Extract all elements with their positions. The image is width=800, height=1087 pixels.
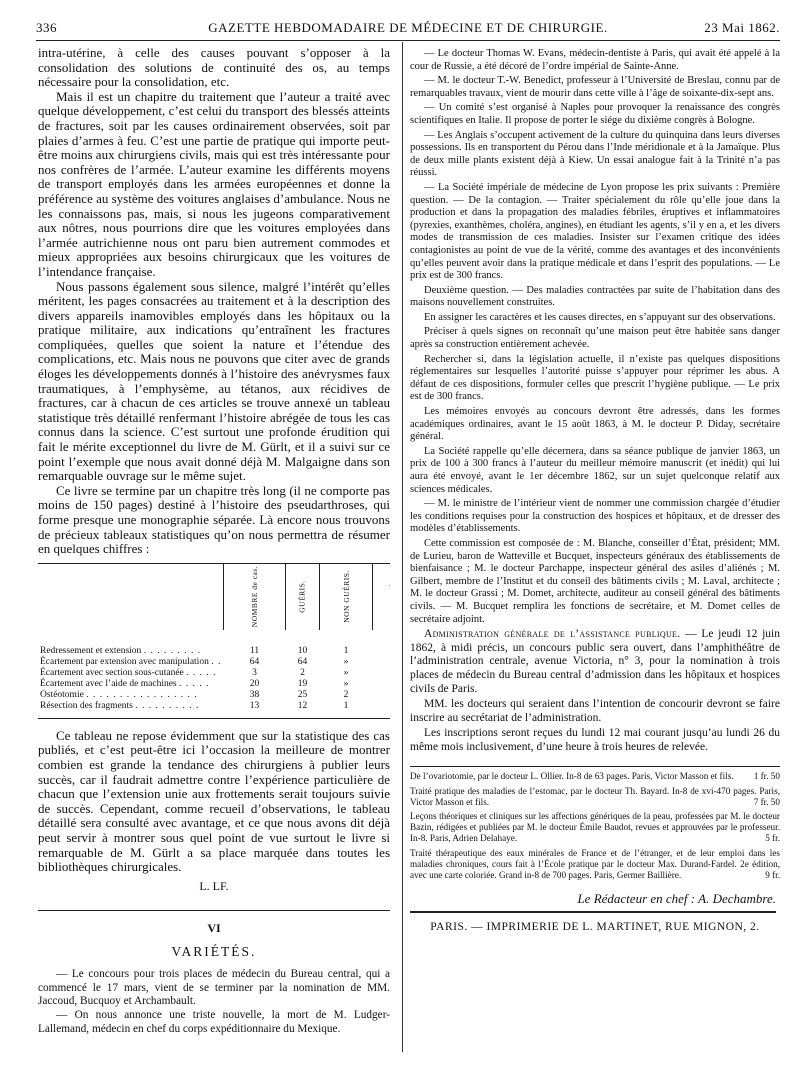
bibliography-entry: De l’ovariotomie, par le docteur L. Ollier. In-8 de 63 pages. Paris, Victor Masson et fils. 1 fr. 50 — [410, 771, 780, 782]
paragraph: Ce tableau ne repose évidemment que sur la statistique des cas publiés, et c’est peut-être ici l’occasion la meilleure de montrer combien est grande la tendance des chirurgiens à publier leurs succès, car il faudrait admettre contre l’expérience particulière de chacun que l’extension unie aux frottements serait toujours suivie de succès. Cependant, comme recueil d’observations, le tableau détaillé sera consulté avec avantage, et ce que nous avons dit déjà peut servir à montrer sous quel point de vue surtout le livre si remarquable de M. Gürlt a sa place marquée dans toutes les bibliothèques chirurgicales. — [38, 727, 390, 875]
paragraph: Nous passons également sous silence, malgré l’intérêt qu’elles méritent, les pages consacrées au traitement et à la description des divers appareils inamovibles employés dans les hôpitaux ou la pratique militaire, aux indications qu’entraînent les fractures compliquées, quelles que soient la nature et l’étendue des complications, etc. Mais nous ne pouvons que citer avec de grands éloges les développements donnés à l’histoire des anévrysmes faux traumatiques, à l’emphysème, au tétanos, aux récidives de fractures, car à chacun de ces articles se trouve annexé un tableau statistique très détaillé renfermant l’histoire abrégée de tous les cas connus dans la science. C’est surtout une profonde érudition qui fait le mérite exceptionnel du livre de M. Gürlt, et il a suivi sur ce point l’exemple que nous avait donné déjà M. Malgaigne dans son remarquable ouvrage sur le même sujet. — [38, 278, 390, 484]
admin-notice: MM. les docteurs qui seraient dans l’intention de concourir devront se faire inscrire au secrétariat de l’administration. — [410, 698, 780, 724]
news-item: — On nous annonce une triste nouvelle, la mort de M. Ludger-Lallemand, médecin en chef du corps expéditionnaire du Mexique. — [38, 1009, 390, 1035]
column-header — [373, 564, 390, 630]
journal-title: GAZETTE HEBDOMADAIRE DE MÉDECINE ET DE CHIRURGIE. — [208, 20, 608, 35]
news-item: Cette commission est composée de : M. Blanche, conseiller d’État, président; MM. de Lurieu, baron de Watteville et Bucquet, inspecteurs généraux des établissements de bienfaisance ; M. le docteur Parchappe, inspecteur général des asiles d’aliénés ; M. Gilbert, membre de l’Institut et du conseil des bâtiments civils ; M. Laval, architecte ; M. le docteur Grassi ; M. Domet, architecte, auditeur au conseil général des bâtiments civils. — M. Bucquet remplira les fonctions de secrétaire, et M. Domet celles de secrétaire adjoint. — [410, 537, 780, 625]
column-header: GUÉRIS. — [286, 564, 319, 630]
admin-heading: Administration générale de l’assistance publique. — [424, 628, 681, 641]
right-column — [410, 48, 780, 945]
news-item: En assigner les caractères et les causes directes, en s’appuyant sur des observations. — [424, 311, 776, 323]
section-title: VARIÉTÉS. — [171, 943, 257, 959]
news-item: — La Société impériale de médecine de Lyon propose les prix suivants : Première question. — De la contagion. — Traiter spécialement du rôle qu’elle joue dans la production et dans la propagation des maladies fébriles, éruptives et inflammatoires (pyrexies, exanthèmes, choléra, angines), en étudiant les agents, s’il y en a, et les divers modes de transmission de ces maladies. Insister sur l’examen critique des idées contagionistes au point de vue de la vérité, comme des avantages et des inconvénients qu’elles peuvent avoir dans la pratique médicale et dans l’esprit des populations. — Le prix est de 300 francs. — [410, 181, 780, 282]
news-item: Les mémoires envoyés au concours devront être adressés, dans les formes académiques ordinaires, avant le 15 août 1863, à M. le docteur P. Diday, secrétaire général. — [410, 406, 780, 443]
table-row: Écartement avec l’aide de machines . . . . . 20 19 » — [40, 678, 349, 689]
bibliography-entry: Traité thérapeutique des eaux minérales de France et de l’étranger, et de leur emploi dans les maladies chroniques, cours fait à l’École pratique par le docteur Max. Durand-Fardel. 2e édition, avec une carte coloriée. Grand in-8 de 700 pages. Paris, Germer Baillière. 9 fr. — [410, 847, 780, 881]
section-rule — [38, 910, 390, 911]
table-corner — [38, 564, 223, 630]
editor-line: Le Rédacteur en chef : A. Dechambre. — [410, 891, 776, 913]
column-header: NON GUÉRIS. — [319, 564, 373, 630]
bibliography-entry: Traité pratique des maladies de l’estomac, par le docteur Th. Bayard. In-8 de xvi-470 pages. Paris, Victor Masson et fils. 7 fr. 50 — [410, 785, 780, 807]
news-item: — M. le ministre de l’intérieur vient de nommer une commission chargée d’étudier les conditions requises pour la construction des hospices et hôpitaux, et de dresser des modèles d’établissements. — [410, 498, 780, 535]
column-divider — [402, 42, 403, 1052]
table-row: Ostéotomie . . . . . . . . . . . . . . . . . 38 25 2 — [40, 689, 349, 700]
news-item: — Le docteur Thomas W. Evans, médecin-dentiste à Paris, qui avait été appelé à la cour de Russie, a été décoré de l’ordre impérial de Sainte-Anne. — [410, 48, 780, 72]
issue-date: 23 Mai 1862. — [704, 20, 780, 35]
header-rule — [36, 40, 780, 41]
paragraph: Mais il est un chapitre du traitement que l’auteur a traité avec quelque développement, c’est celui du transport des blessés atteints de fractures, soit par les causes ordinairement observées, soit par plaies d’armes à feu. C’est une partie de pratique qui importe peut-être moins aux chirurgiens civils, mais qui est très intéressante pour nos confrères de l’armée. L’auteur examine les différents moyens de transport employés dans les armées européennes et donne la préférence au système des voitures anglaises d’ambulance. Nous ne les connaissons pas, mais, si nous les jugeons comparativement aux nôtres, nous pourrions dire que les voitures employées dans l’armée autrichienne nous ont paru bien autrement commodes et mieux appropriées aux besoins chirurgicaux que les voitures de l’intendance française. — [38, 88, 390, 279]
news-item: — Un comité s’est organisé à Naples pour provoquer la renaissance des congrès scientifiques en Italie. Il propose de porter le siége du dixième congrès à Bologne. — [410, 102, 780, 126]
imprint-line: PARIS. — IMPRIMERIE DE L. MARTINET, RUE MIGNON, 2. — [430, 921, 760, 934]
section-number: VI — [207, 920, 221, 935]
table-row: Écartement par extension avec manipulation . . 64 64 » — [40, 656, 349, 667]
page-number: 336 — [36, 20, 57, 35]
paragraph: Ce livre se termine par un chapitre très long (il ne comporte pas moins de 150 pages) destiné à l’histoire des pseudarthroses, qui forme presque une monographie séparée. Là encore nous trouvons de précieux tableaux statistiques qu’on nous permettra de résumer en quelques chiffres : — [38, 482, 390, 557]
paragraph: intra-utérine, à celle des causes pouvant s’opposer à la consolidation des solutions de continuité des os, au temps nécessaire pour la consolidation, etc. — [38, 46, 390, 90]
table-row: Écartement avec section sous-cutanée . . . . . 3 2 » — [40, 667, 349, 678]
table-row: Résection des fragments . . . . . . . . . . 13 12 1 — [40, 700, 349, 711]
admin-notice: Les inscriptions seront reçues du lundi 12 mai courant jusqu’au lundi 26 du même mois inclusivement, d’une heure à trois heures de relevée. — [410, 727, 780, 753]
news-item: — Les Anglais s’occupent activement de la culture du quinquina dans leurs diverses possessions. Ils en transportent du Pérou dans l’Inde méridionale et à la Jamaïque. Plus de deux mille plants existent déjà à Kiew. Un essai analogue fait à la Trinité n’a pas réussi. — [410, 129, 780, 179]
news-item: — M. le docteur T.-W. Benedict, professeur à l’Université de Breslau, connu par de remarquables travaux, vient de mourir dans cette ville à l’âge de soixante-dix-sept ans. — [410, 75, 780, 99]
left-column — [38, 46, 390, 1037]
column-header: NOMBRE de cas. — [223, 564, 285, 630]
news-item: Préciser à quels signes on reconnaît qu’une maison peut être habitée sans danger après sa construction entièrement achevée. — [410, 326, 780, 351]
bibliography-rule — [410, 766, 780, 767]
page-header — [36, 20, 780, 38]
news-item: — Le concours pour trois places de médecin du Bureau central, qui a commencé le 17 mars, vient de se terminer par la nomination de MM. Jaccoud, Bucquoy et Archambault. — [38, 967, 390, 1008]
news-item: Deuxième question. — Des maladies contractées par suite de l’habitation dans des maisons nouvellement construites. — [410, 284, 780, 309]
news-item: Rechercher si, dans la législation actuelle, il n’existe pas quelques dispositions réglementaires sur lesquelles l’autorité puisse s’appuyer pour réprimer les abus. A défaut de ces dispositions, formuler celles que prescrit l’hygiène publique. — Le prix est de 300 francs. — [410, 353, 780, 403]
news-item: La Société rappelle qu’elle décernera, dans sa séance publique de janvier 1863, un prix de 100 à 300 francs à l’auteur du meilleur mémoire manuscrit (et inédit) qui lui aura été envoyé, avant le 1er décembre 1862, sur un sujet quelconque relatif aux sciences médicales. — [410, 445, 780, 495]
table-row: Redressement et extension . . . . . . . . . 11 10 1 — [40, 645, 349, 656]
pseudarthrosis-table — [38, 563, 390, 719]
bibliography-entry: Leçons théoriques et cliniques sur les affections génériques de la peau, professées par M. le docteur Bazin, rédigées et publiées par M. le docteur Émile Baudot, revues et approuvées par le professeur. In-8. Paris, Adrien Delahaye. 5 fr. — [410, 811, 780, 844]
admin-notice: Administration générale de l’assistance publique. — Le jeudi 12 juin 1862, à midi précis, un concours public sera ouvert, dans l’amphithéâtre de l’administration centrale, avenue Victoria, n° 3, pour la nomination à trois places de médecin du Bureau central d’admission dans les hôpitaux et hospices civils de Paris. — [410, 628, 780, 695]
author-signature: L. LF. — [199, 878, 229, 893]
